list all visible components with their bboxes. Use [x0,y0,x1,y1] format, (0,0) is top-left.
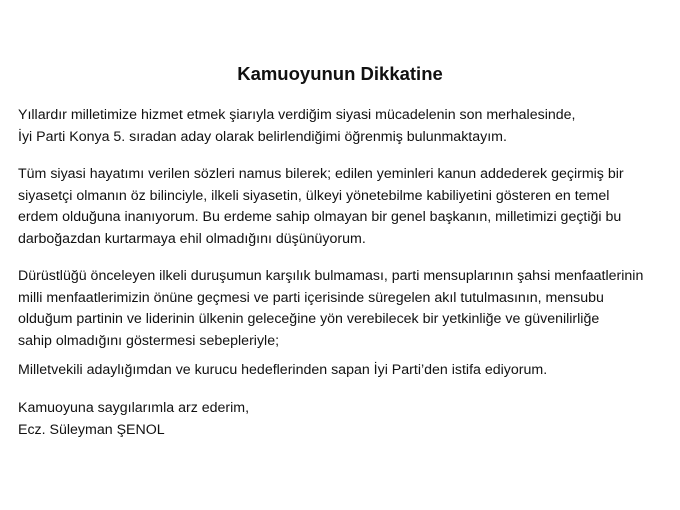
text-line: siyasetçi olmanın öz bilinciyle, ilkeli siyasetin, ülkeyi yönetebilme kabiliyetini gösteren en temel [18,187,610,204]
document-title: Kamuoyunun Dikkatine [237,63,443,84]
paragraph-candidacy [18,105,678,148]
signatory-name: Ecz. Süleyman ŞENOL [18,421,165,438]
text-line: Yıllardır milletimize hizmet etmek şiarıyla verdiğim siyasi mücadelenin son merhalesinde, [18,107,576,123]
paragraph-reasons [18,266,678,352]
closing-line: Kamuoyuna saygılarımla arz ederim, [18,400,250,416]
text-line: Milletvekili adaylığımdan ve kurucu hedeflerinden sapan İyi Parti’den istifa ediyorum. [18,362,548,378]
paragraph-principles [18,164,678,250]
paragraph-resignation [18,360,678,382]
signature-block [18,398,678,441]
text-line: olduğum partinin ve liderinin ülkenin geleceğine yön verebilecek bir yetkinliğe ve güvenilirliğe [18,311,600,328]
text-line: erdem olduğuna inanıyorum. Bu erdeme sahip olmayan bir genel başkanın, milletimizi geçtiği bu [18,209,622,226]
text-line: sahip olmadığını göstermesi sebepleriyle; [18,332,280,349]
text-line: milli menfaatlerimizin önüne geçmesi ve parti içerisinde süregelen akıl tutulmasının, mensubu [18,289,604,306]
text-line: Dürüstlüğü önceleyen ilkeli duruşumun karşılık bulmaması, parti mensuplarının şahsi menfaatlerinin [18,268,644,284]
text-line: İyi Parti Konya 5. sıradan aday olarak belirlendiğimi öğrenmiş bulunmaktayım. [18,128,507,145]
text-line: Tüm siyasi hayatımı verilen sözleri namus bilerek; edilen yeminleri kanun addederek geçirmiş bir [18,166,624,182]
text-line: darboğazdan kurtarmaya ehil olmadığını düşünüyorum. [18,230,366,247]
